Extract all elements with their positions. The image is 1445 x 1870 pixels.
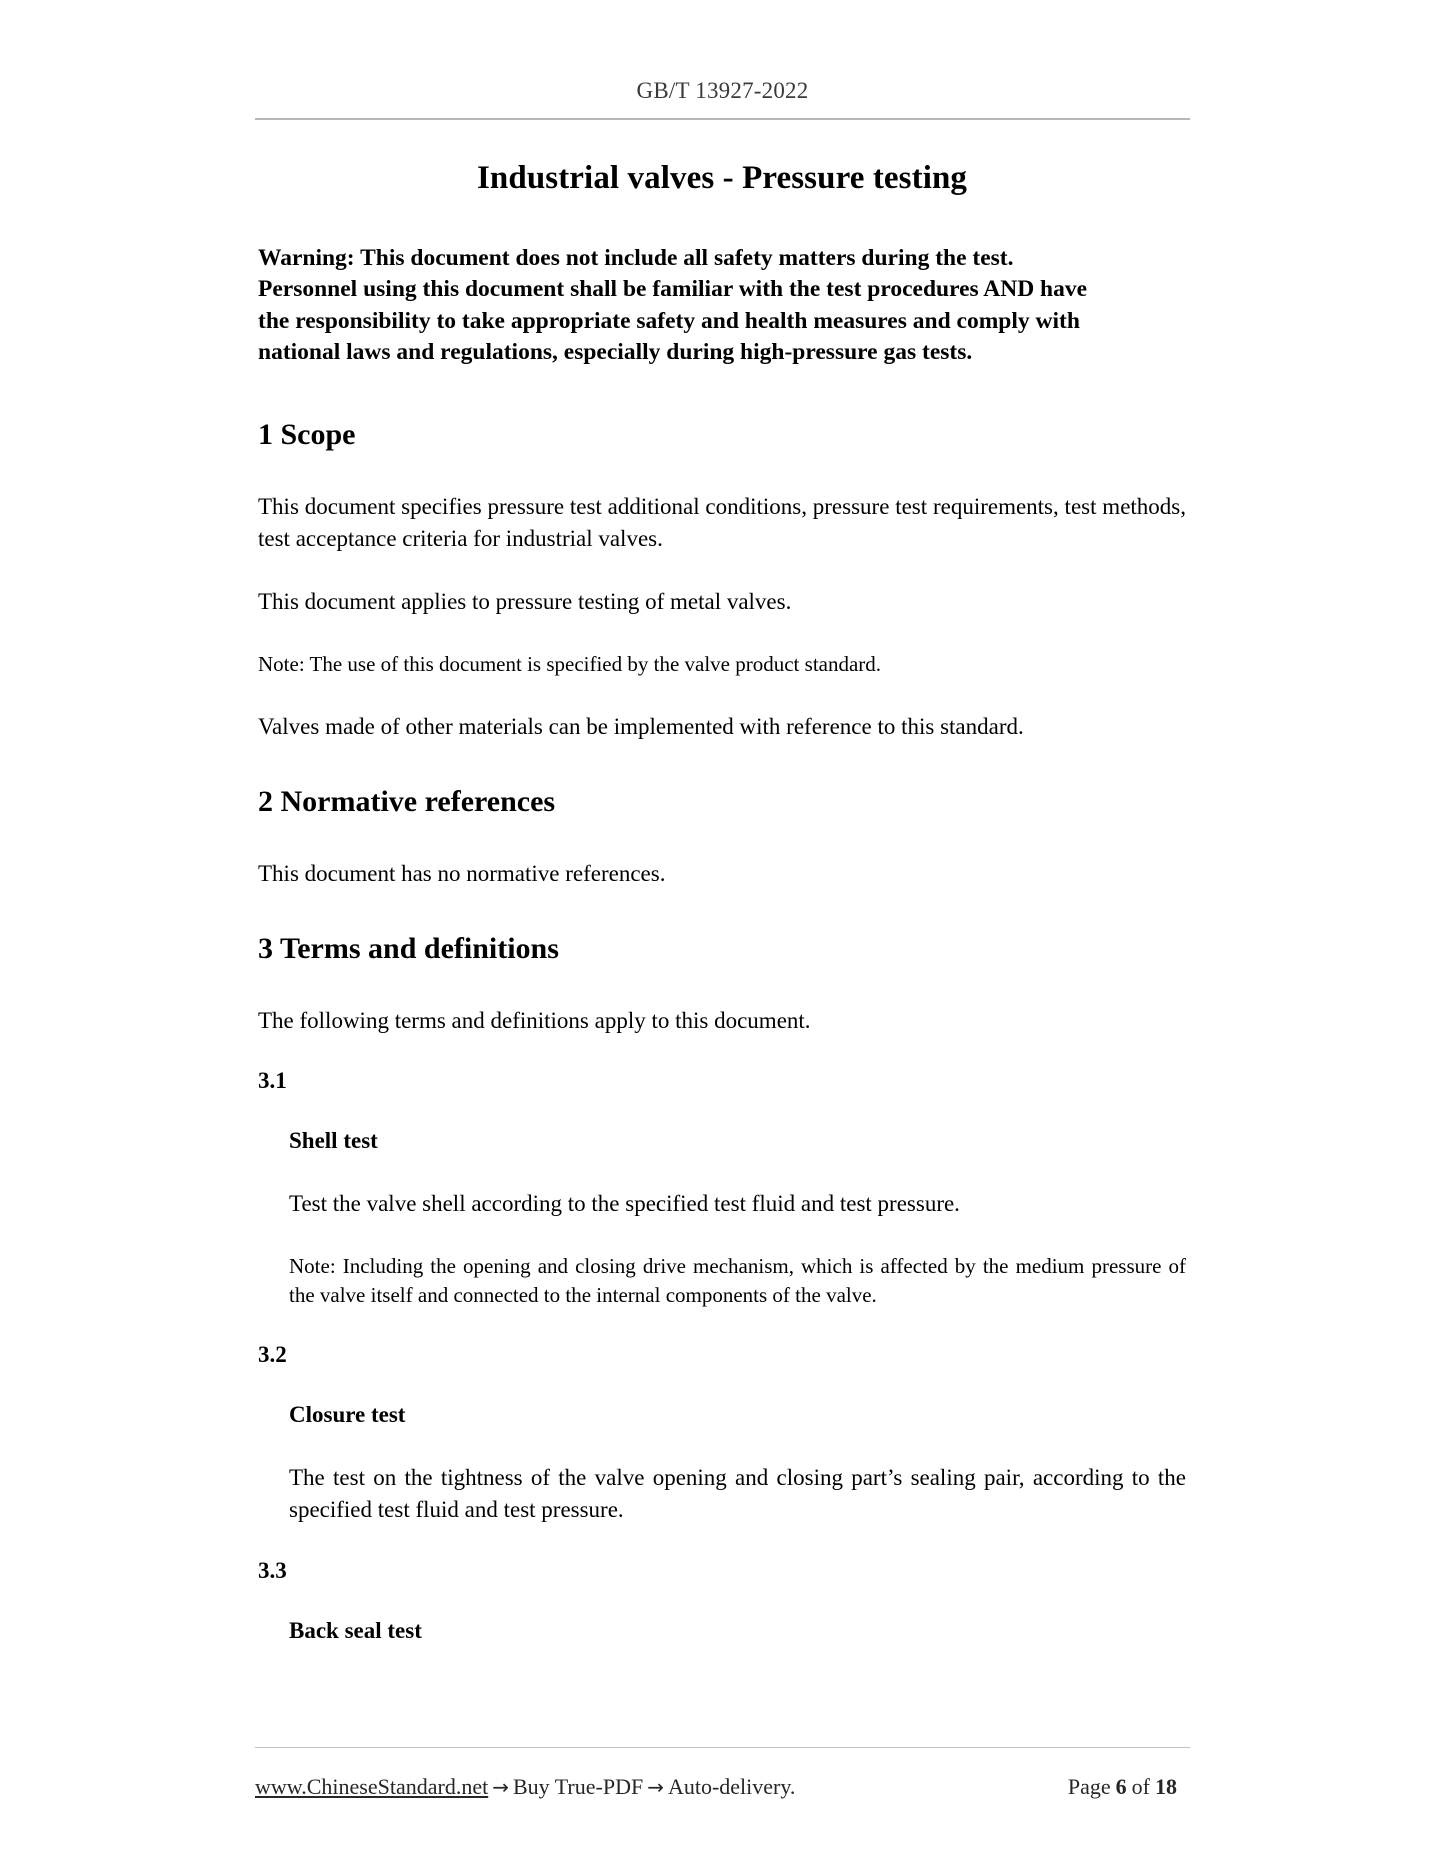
clause-number-3-1: 3.1 [258,1068,287,1094]
footer-promo [255,1774,795,1800]
term-title-closure-test: Closure test [289,1402,406,1428]
clause-body-3-3 [289,1618,1186,1644]
clause-number-3-2: 3.2 [258,1342,287,1368]
section-heading-terms-and-definitions: 3 Terms and definitions [258,931,559,965]
page-header-standard-code: GB/T 13927-2022 [636,78,809,103]
page-number-indicator [1068,1774,1190,1800]
term-note-shell-test: Note: Including the opening and closing drive mechanism, which is affected by the medium pressure of the valve itself and connected to the internal components of the valve. [289,1254,1186,1308]
clause-body-3-1 [289,1128,1186,1310]
warning-line-1: Warning: This document does not include all safety matters during the test. [258,245,1014,271]
page-total: 18 [1155,1774,1177,1799]
arrow-right-icon-2: → [647,1775,664,1799]
document-content [258,160,1186,1678]
page-title: Industrial valves - Pressure testing [476,160,968,196]
footer-delivery-label: Auto-delivery. [667,1774,796,1799]
normative-references-paragraph: This document has no normative references. [258,860,666,886]
header-divider [255,118,1190,120]
warning-line-4: national laws and regulations, especially during high-pressure gas tests. [258,338,973,365]
footer-site-link[interactable]: www.ChineseStandard.net [255,1774,489,1799]
scope-note: Note: The use of this document is specified by the valve product standard. [258,652,882,677]
term-title-back-seal-test: Back seal test [289,1617,422,1643]
footer-divider [255,1747,1190,1748]
term-definition-closure-test: The test on the tightness of the valve opening and closing part’s sealing pair, according to the specified test fluid and test pressure. [289,1465,1186,1522]
clause-body-3-2 [289,1402,1186,1525]
warning-paragraph [258,243,1186,368]
clause-number-3-3: 3.3 [258,1557,287,1583]
section-heading-normative-references: 2 Normative references [258,784,556,818]
scope-paragraph-1: This document specifies pressure test additional conditions, pressure test requirements, test methods, test acceptance criteria for industrial valves. [258,494,1186,551]
section-heading-scope: 1 Scope [258,418,356,451]
page-of-label: of [1131,1774,1150,1799]
arrow-right-icon: → [492,1775,509,1799]
scope-paragraph-3: Valves made of other materials can be implemented with reference to this standard. [258,714,1024,740]
term-title-shell-test: Shell test [289,1128,378,1154]
footer-offer-label: Buy True-PDF [512,1774,644,1799]
page-label: Page [1067,1774,1111,1799]
term-definition-shell-test: Test the valve shell according to the specified test fluid and test pressure. [289,1191,960,1217]
page-footer [255,1774,1190,1800]
warning-line-2: Personnel using this document shall be familiar with the test procedures AND have [258,276,1088,303]
page-current: 6 [1115,1774,1127,1799]
terms-intro-paragraph: The following terms and definitions apply to this document. [258,1007,811,1033]
scope-paragraph-2: This document applies to pressure testing of metal valves. [258,589,792,615]
warning-line-3: the responsibility to take appropriate safety and health measures and comply with [258,307,1080,334]
